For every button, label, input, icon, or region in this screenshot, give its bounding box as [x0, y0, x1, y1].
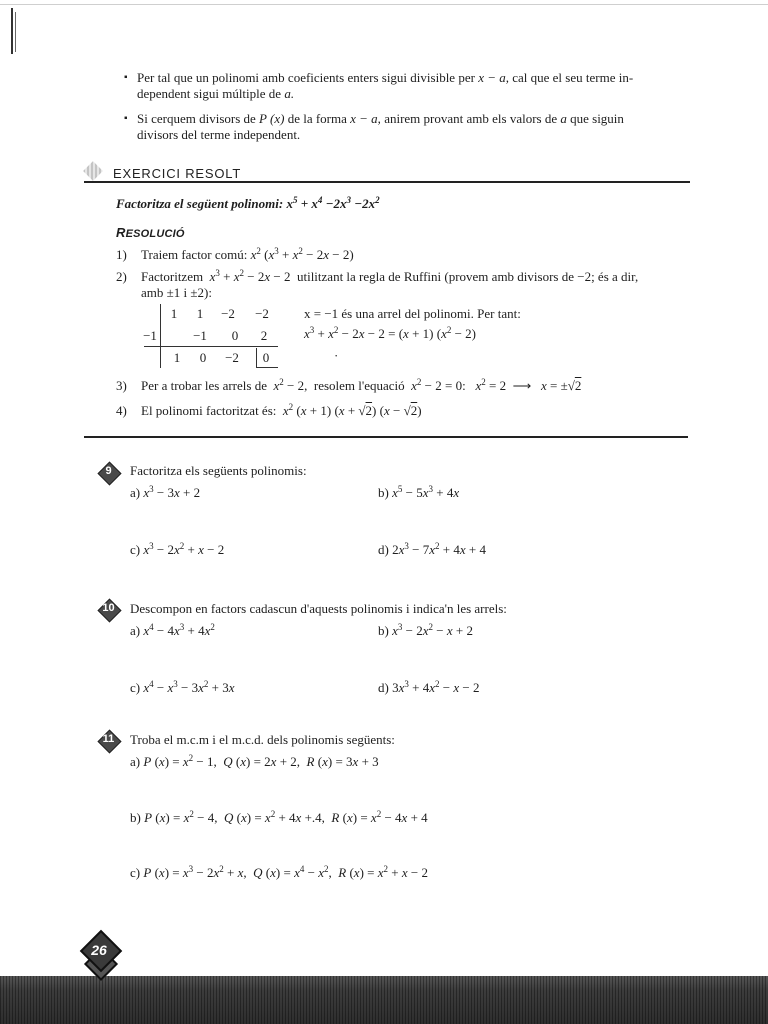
exercise-10-prompt: Descompon en factors cadascun d'aquests polinomis i indica'n les arrels:: [130, 601, 507, 616]
step-2-number: 2): [116, 269, 127, 284]
bullet-text: dependent sigui múltiple de: [137, 86, 282, 101]
bullet-divisibility: [124, 70, 697, 102]
step-1: Traiem factor comú: $x^2$ $(x^3 + x^2 - 2x - 2)$: [141, 246, 354, 262]
bullet-text: divisors del terme independent.: [137, 127, 301, 142]
ruffini-divisor: −1: [143, 328, 157, 343]
step-3: Per a trobar les arrels de $x^2 - 2$, resolem l'equació $x^2 - 2 = 0$: $x^2 = 2$ ⟶ x = ±√2: [141, 377, 582, 393]
page-number-badge: [78, 932, 120, 978]
exercise-11c: c) P $(x) = x^3 - 2x^2 + x$, Q $(x) = x^4 - x^2$, R $(x) = x^2 + x - 2$: [130, 864, 428, 880]
exercise-9a: a) $x^3 - 3x + 2$: [130, 484, 201, 500]
ruffini-remainder-box-left: [256, 348, 257, 368]
page-number: 26: [91, 942, 107, 958]
exercise-9-prompt: Factoritza els següents polinomis:: [130, 463, 307, 478]
ruffini-cell: 1: [170, 306, 178, 321]
ruffini-cell: −2: [221, 306, 235, 321]
ruffini-conclusion: x = −1 és una arrel del polinomi. Per tant: $x^3 + x^2 - 2x - 2 = (x + 1) (x^2 - 2)$: [304, 306, 521, 341]
margin-mark: [11, 8, 13, 54]
margin-mark-thin: [15, 12, 16, 52]
bullet-icon: ▪: [124, 113, 128, 124]
ruffini-cell: 0: [231, 328, 239, 343]
stray-dot: ·: [334, 348, 339, 363]
ruffini-cell: 2: [260, 328, 268, 343]
bullet-math: a: [560, 111, 567, 126]
top-edge-line: [0, 4, 768, 5]
step-3-number: 3): [116, 378, 127, 393]
bullet-text: Si cerquem divisors de: [137, 111, 256, 126]
ruffini-vertical-rule: [160, 304, 161, 368]
exercise-11b: b) P $(x) = x^2 - 4$, Q $(x) = x^2 + 4x +.4$, R $(x) = x^2 - 4x + 4$: [130, 809, 428, 825]
ruffini-remainder: 0: [262, 350, 270, 365]
bullet-math: x − a,: [350, 111, 381, 126]
bullet-divisors: [124, 111, 697, 143]
exercise-11a: a) P $(x) = x^2 - 1$, Q (x) = 2x + 2, R (x) = 3x + 3: [130, 753, 379, 769]
bullet-math: P (x): [259, 111, 285, 126]
ruffini-cell: −2: [255, 306, 269, 321]
section-diamond-icon: [83, 161, 103, 181]
step-2: Factoritzem $x^3 + x^2 - 2x - 2$ utilitzant la regla de Ruffini (provem amb divisors de −2; és a dir, amb ±1 i ±2):: [141, 268, 639, 300]
exercise-9c: c) $x^3 - 2x^2 + x - 2$: [130, 541, 225, 557]
exercise-11-prompt: Troba el m.c.m i el m.c.d. dels polinomis següents:: [130, 732, 395, 747]
step-4-number: 4): [116, 403, 127, 418]
exercise-10d: d) $3x^3 + 4x^2 - x - 2$: [378, 679, 480, 695]
worked-statement: Factoritza el següent polinomi: $x^5 + x^4 -2x^3 -2x^2$: [116, 195, 380, 211]
bullet-icon: ▪: [124, 72, 128, 83]
footer-texture: [0, 976, 768, 1024]
ruffini-cell: 1: [173, 350, 181, 365]
exercise-9d: d) $2x^3 - 7x^2 + 4x + 4$: [378, 541, 486, 557]
step-4: El polinomi factoritzat és: $x^2$ (x + 1) (x + √2) (x − √2): [141, 402, 422, 418]
step-1-number: 1): [116, 247, 127, 262]
exercise-9-badge: 9: [97, 461, 119, 483]
ruffini-table: [140, 304, 290, 368]
exercise-11-badge: 11: [97, 729, 119, 751]
exercise-10a: a) $x^4 - 4x^3 + 4x^2$: [130, 622, 215, 638]
bullet-text: anirem provant amb els valors de: [384, 111, 558, 126]
exercise-10b: b) $x^3 - 2x^2 - x + 2$: [378, 622, 473, 638]
exercise-9b: b) $x^5 - 5x^3 + 4x$: [378, 484, 460, 500]
ruffini-remainder-box-bottom: [256, 367, 278, 368]
bullet-text: de la forma: [287, 111, 347, 126]
resolution-label: RESOLUCIÓ: [116, 225, 185, 240]
bullet-math: a.: [284, 86, 295, 101]
bullet-math: x − a,: [478, 70, 509, 85]
exercise-10-badge: 10: [97, 598, 119, 620]
bullet-text: que siguin: [570, 111, 624, 126]
ruffini-horizontal-rule: [144, 346, 278, 347]
section-end-rule: [84, 436, 688, 438]
bullet-text: cal que el seu terme in-: [512, 70, 634, 85]
bullet-text: Per tal que un polinomi amb coeficients enters sigui divisible per: [137, 70, 475, 85]
exercise-10c: c) $x^4 - x^3 - 3x^2 + 3x$: [130, 679, 235, 695]
section-title: EXERCICI RESOLT: [113, 166, 242, 181]
section-rule: [84, 181, 690, 183]
ruffini-cell: −1: [193, 328, 207, 343]
ruffini-cell: 0: [199, 350, 207, 365]
ruffini-cell: 1: [196, 306, 204, 321]
ruffini-cell: −2: [225, 350, 239, 365]
